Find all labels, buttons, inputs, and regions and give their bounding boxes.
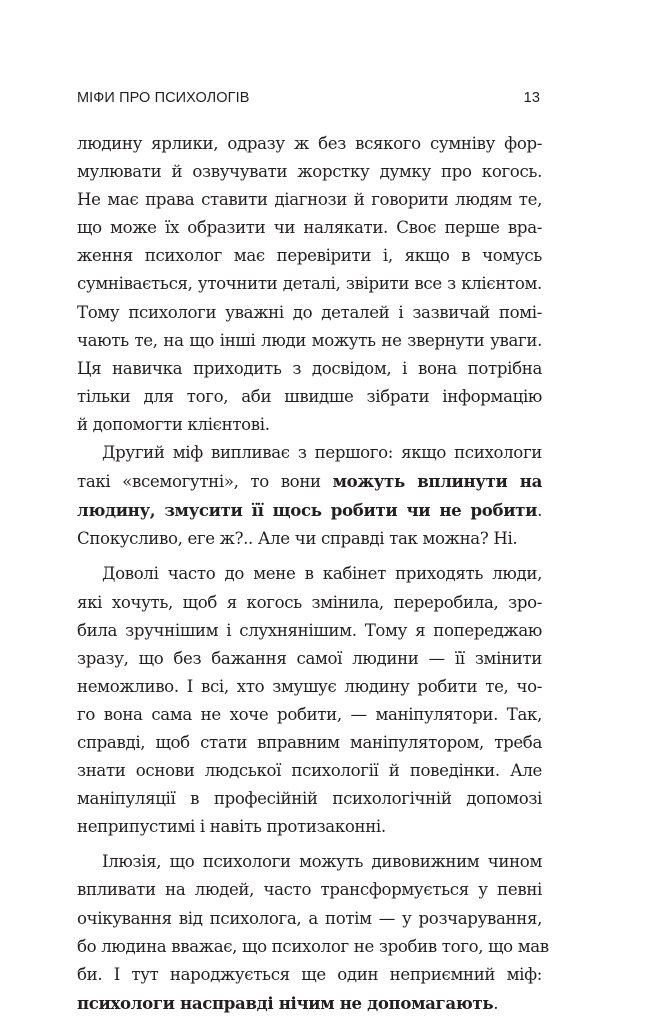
text-run: неможливо. І всі, хто змушує людину робити те, чо- bbox=[77, 676, 542, 696]
paragraph bbox=[77, 130, 542, 439]
text-line bbox=[77, 214, 542, 242]
text-line bbox=[77, 933, 549, 961]
text-line bbox=[77, 905, 542, 933]
text-line bbox=[77, 757, 542, 785]
text-run: Ця навичка приходить з досвідом, і вона потрібна bbox=[77, 358, 542, 378]
text-line bbox=[77, 560, 542, 588]
text-run: очікування від психолога, а потім — у розчарування, bbox=[77, 908, 542, 928]
text-line bbox=[77, 701, 542, 729]
text-line bbox=[77, 439, 542, 467]
paragraph bbox=[77, 439, 542, 553]
text-run: впливати на людей, часто трансформується у певні bbox=[77, 880, 542, 900]
text-line bbox=[77, 617, 542, 645]
text-run: . bbox=[493, 993, 499, 1013]
text-line bbox=[77, 525, 542, 553]
text-run: мулювати й озвучувати жорстку думку про когось. bbox=[77, 162, 542, 182]
text-run: які хочуть, щоб я когось змінила, переробила, зро- bbox=[77, 592, 542, 612]
text-line bbox=[77, 242, 542, 270]
text-run: Другий міф випливає з першого: якщо психологи bbox=[102, 443, 542, 463]
text-line bbox=[77, 645, 542, 673]
text-line bbox=[77, 813, 542, 841]
text-line bbox=[77, 383, 542, 411]
text-line bbox=[77, 158, 542, 186]
text-run: Ілюзія, що психологи можуть дивовижним чином bbox=[102, 852, 542, 872]
emphasis-text: психологи насправді нічим не допомагають bbox=[77, 992, 494, 1013]
text-run: знати основи людської психології й поведінки. Але bbox=[77, 761, 542, 781]
text-line bbox=[77, 327, 542, 355]
text-run: го вона сама не хоче робити, — маніпулятори. Так, bbox=[77, 704, 542, 724]
running-title: МІФИ ПРО ПСИХОЛОГІВ bbox=[77, 90, 250, 106]
text-run: маніпуляції в професійній психологічній допомозі bbox=[77, 789, 542, 809]
text-run: Доволі часто до мене в кабінет приходять люди, bbox=[102, 564, 542, 584]
text-run: била зручнішим і слухнянішим. Тому я попереджаю bbox=[77, 620, 542, 640]
text-line bbox=[77, 411, 542, 439]
text-line bbox=[77, 673, 542, 701]
text-line bbox=[77, 270, 542, 298]
text-run: сумнівається, уточнити деталі, звірити все з клієнтом. bbox=[77, 274, 542, 294]
text-line bbox=[77, 299, 542, 327]
text-run: й допомогти клієнтові. bbox=[77, 414, 270, 434]
text-run: що може їх образити чи налякати. Своє перше вра- bbox=[77, 218, 542, 238]
text-line bbox=[77, 186, 542, 214]
text-run: чають те, на що інші люди можуть не звернути уваги. bbox=[77, 330, 542, 350]
text-run: неприпустимі і навіть протизаконні. bbox=[77, 817, 386, 837]
text-line bbox=[77, 785, 542, 813]
text-run: бо людина вважає, що психолог не зробив того, що мав bbox=[77, 936, 549, 956]
text-run: би. І тут народжується ще один неприємний міф: bbox=[77, 964, 542, 984]
running-header bbox=[77, 90, 540, 110]
text-line bbox=[77, 876, 542, 904]
text-run: тільки для того, аби швидше зібрати інформацію bbox=[77, 386, 542, 406]
text-line bbox=[77, 589, 542, 617]
text-run: людину ярлики, одразу ж без всякого сумніву фор- bbox=[77, 134, 542, 153]
text-line bbox=[77, 848, 542, 876]
text-run: Не має права ставити діагнози й говорити людям те, bbox=[77, 190, 542, 210]
emphasis-text: можуть вплинути на bbox=[332, 471, 542, 492]
body-text bbox=[77, 130, 549, 1018]
text-line bbox=[77, 130, 542, 158]
text-line bbox=[77, 729, 542, 757]
page-number: 13 bbox=[523, 90, 540, 106]
emphasis-text: людину, змусити її щось робити чи не робити bbox=[77, 500, 538, 521]
text-run: Спокусливо, еге ж?.. Але чи справді так можна? Ні. bbox=[77, 529, 518, 549]
text-run: . bbox=[537, 501, 542, 521]
text-line bbox=[77, 496, 542, 525]
text-run: такі «всемогутні», то вони bbox=[77, 472, 333, 492]
text-line bbox=[77, 467, 542, 496]
text-line bbox=[77, 989, 542, 1018]
text-run: Тому психологи уважні до деталей і зазвичай помі- bbox=[77, 302, 542, 322]
text-run: справді, щоб стати вправним маніпулятором, треба bbox=[77, 732, 542, 752]
text-run: зразу, що без бажання самої людини — її змінити bbox=[77, 648, 542, 668]
paragraph bbox=[77, 560, 542, 841]
paragraph bbox=[77, 848, 549, 1018]
text-run: ження психолог має перевірити і, якщо в чомусь bbox=[77, 246, 542, 266]
text-line bbox=[77, 355, 542, 383]
text-line bbox=[77, 961, 542, 989]
